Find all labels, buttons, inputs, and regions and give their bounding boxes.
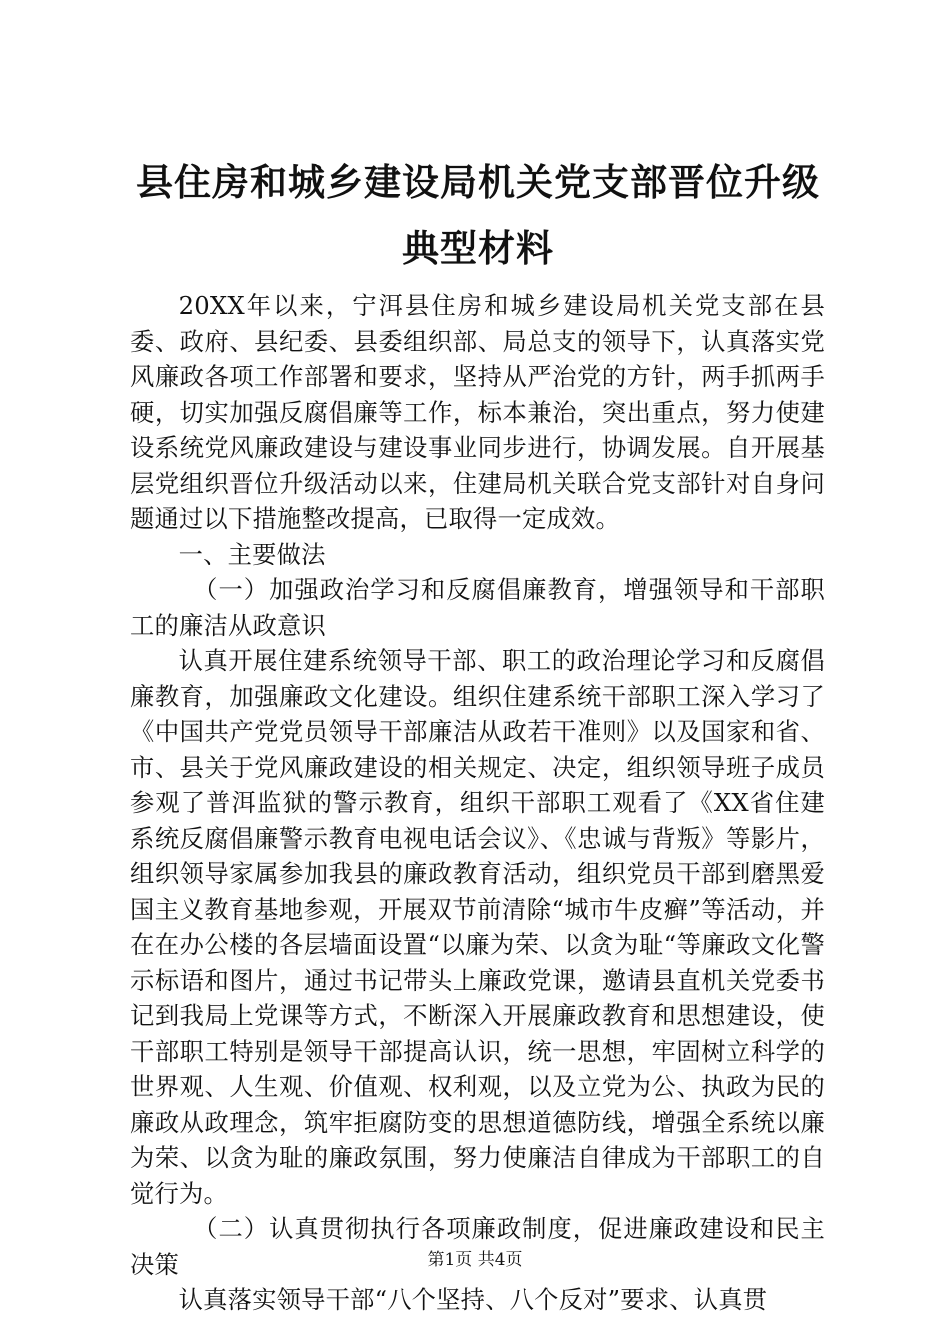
document-body: [130, 288, 825, 1318]
subsection-heading: （一）加强政治学习和反腐倡廉教育，增强领导和干部职工的廉洁从政意识: [130, 575, 825, 640]
section-heading: 一、主要做法: [178, 539, 326, 569]
page-number-footer: 第1页 共4页: [427, 1250, 523, 1270]
body-paragraph: 认真开展住建系统领导干部、职工的政治理论学习和反腐倡廉教育，加强廉政文化建设。组织住建系统干部职工深入学习了《中国共产党党员领导干部廉洁从政若干准则》以及国家和省、市、县关于党风廉政建设的相关规定、决定，组织领导班子成员参观了普洱监狱的警示教育，组织干部职工观看了《XX省住建系统反腐倡廉警示教育电视电话会议》、《忠诚与背叛》等影片，组织领导家属参加我县的廉政教育活动，组织党员干部到磨黑爱国主义教育基地参观，开展双节前清除“城市牛皮癣”等活动，并在在办公楼的各层墙面设置“以廉为荣、以贪为耻“等廉政文化警示标语和图片，通过书记带头上廉政党课，邀请县直机关党委书记到我局上党课等方式，不断深入开展廉政教育和思想建设，使干部职工特别是领导干部提高认识，统一思想，牢固树立科学的世界观、人生观、价值观、权利观，以及立党为公、执政为民的廉政从政理念，筑牢拒腐防变的思想道德防线，增强全系统以廉为荣、以贪为耻的廉政氛围，努力使廉洁自律成为干部职工的自觉行为。: [130, 646, 825, 1208]
document-title: 县住房和城乡建设局机关党支部晋位升级典型材料: [136, 161, 820, 270]
body-paragraph: 认真落实领导干部“八个坚持、八个反对”要求、认真贯: [178, 1285, 768, 1314]
intro-paragraph: 20XX年以来，宁洱县住房和城乡建设局机关党支部在县委、政府、县纪委、县委组织部、局总支的领导下，认真落实党风廉政各项工作部署和要求，坚持从严治党的方针，两手抓两手硬，切实加强反腐倡廉等工作，标本兼治，突出重点，努力使建设系统党风廉政建设与建设事业同步进行，协调发展。自开展基层党组织晋位升级活动以来，住建局机关联合党支部针对自身问题通过以下措施整改提高，已取得一定成效。: [130, 291, 825, 533]
subsection-heading: （二）认真贯彻执行各项廉政制度，促进廉政建设和民主决策: [130, 1214, 825, 1279]
